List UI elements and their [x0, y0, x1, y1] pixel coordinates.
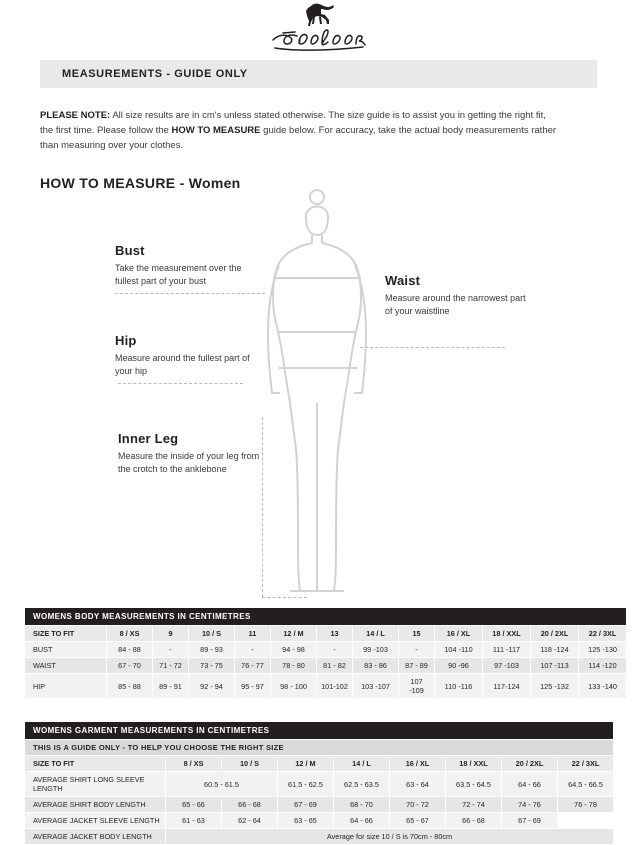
garment-row-1-v6: 74 - 76 [502, 797, 558, 813]
garment-col-6: 18 / XXL [446, 756, 502, 772]
body-row-0-v9: 111 -117 [483, 642, 531, 658]
garment-row-0-v0: 60.5 - 61.5 [166, 772, 278, 797]
body-row-2-v0: 85 - 88 [107, 674, 153, 699]
body-row-1-v5: 81 - 82 [317, 658, 353, 674]
table-spacer [0, 699, 637, 721]
garment-row-0-v6: 64.5 - 66.5 [558, 772, 614, 797]
body-row-0-v7: - [399, 642, 435, 658]
callout-bust-body: Take the measurement over the fullest part of your bust [115, 263, 242, 286]
garment-table-subband [25, 740, 614, 756]
callout-waist-heading: Waist [385, 273, 421, 288]
garment-row-2-v2: 63 - 65 [278, 813, 334, 829]
body-row-2-v1: 89 - 91 [153, 674, 189, 699]
garment-row-2-v0: 61 - 63 [166, 813, 222, 829]
body-row-2-v7: 107 -109 [399, 674, 435, 699]
hip-guide-line [118, 383, 243, 384]
garment-row-0-v4: 63.5 - 64.5 [446, 772, 502, 797]
horse-and-script-logo-icon [259, 2, 379, 54]
body-col-5: 12 / M [271, 626, 317, 642]
body-row-0-v11: 125 -130 [579, 642, 627, 658]
body-row-0-v2: 89 - 93 [189, 642, 235, 658]
garment-table-header-row [25, 756, 614, 772]
garment-col-0: SIZE TO FIT [25, 756, 166, 772]
garment-row-2-label: AVERAGE JACKET SLEEVE LENGTH [25, 813, 166, 829]
table-row [25, 813, 614, 829]
callout-waist [385, 273, 535, 318]
garment-col-2: 10 / S [222, 756, 278, 772]
measurement-diagram [0, 195, 637, 607]
callout-hip-body: Measure around the fullest part of your hip [115, 353, 250, 376]
body-row-1-v1: 71 - 72 [153, 658, 189, 674]
body-col-1: 8 / XS [107, 626, 153, 642]
body-col-3: 10 / S [189, 626, 235, 642]
garment-row-1-v5: 72 - 74 [446, 797, 502, 813]
garment-row-2-v3: 64 - 66 [334, 813, 390, 829]
garment-col-7: 20 / 2XL [502, 756, 558, 772]
body-col-7: 14 / L [353, 626, 399, 642]
body-col-2: 9 [153, 626, 189, 642]
intro-text-2: guide below. For accuracy, take the actual body measurements rather than measuring over your clothes. [40, 125, 557, 151]
body-row-1-v10: 107 -113 [531, 658, 579, 674]
body-row-1-v3: 76 - 77 [235, 658, 271, 674]
garment-col-5: 16 / XL [390, 756, 446, 772]
garment-row-0-v3: 63 - 64 [390, 772, 446, 797]
body-row-1-label: WAIST [25, 658, 107, 674]
body-row-1-v2: 73 - 75 [189, 658, 235, 674]
body-col-11: 20 / 2XL [531, 626, 579, 642]
body-row-1-v9: 97 -103 [483, 658, 531, 674]
garment-row-1-v2: 67 - 69 [278, 797, 334, 813]
body-row-0-v5: - [317, 642, 353, 658]
callout-waist-body: Measure around the narrowest part of your waistline [385, 293, 526, 316]
callout-inner-leg-body: Measure the inside of your leg from the crotch to the anklebone [118, 451, 260, 474]
intro-text-1: All size results are in cm's unless stated otherwise. The size guide is to assist you in getting the right fit, the first time. Please follow the [40, 110, 546, 136]
garment-row-3-label: AVERAGE JACKET BODY LENGTH [25, 829, 166, 845]
table-row [25, 772, 614, 797]
body-row-2-v6: 103 -107 [353, 674, 399, 699]
callout-inner-leg-heading: Inner Leg [118, 431, 179, 446]
intro-lead: PLEASE NOTE: [40, 110, 111, 121]
body-row-0-v3: - [235, 642, 271, 658]
body-row-2-v4: 98 - 100 [271, 674, 317, 699]
body-row-0-v8: 104 -110 [435, 642, 483, 658]
body-table-header-row [25, 626, 627, 642]
garment-row-1-v4: 70 - 72 [390, 797, 446, 813]
callout-hip-heading: Hip [115, 333, 137, 348]
body-row-1-v4: 78 - 80 [271, 658, 317, 674]
body-row-2-v11: 133 -140 [579, 674, 627, 699]
body-col-12: 22 / 3XL [579, 626, 627, 642]
garment-measurements-table [24, 721, 614, 845]
body-row-2-v8: 110 -116 [435, 674, 483, 699]
table-row [25, 829, 614, 845]
garment-table-footer-note: Average for size 10 / S is 70cm - 80cm [166, 829, 614, 845]
garment-row-1-v3: 68 - 70 [334, 797, 390, 813]
body-row-0-v0: 84 - 88 [107, 642, 153, 658]
garment-row-0-v5: 64 - 66 [502, 772, 558, 797]
garment-col-4: 14 / L [334, 756, 390, 772]
garment-table-band [25, 722, 614, 740]
garment-row-2-v6: 67 - 69 [502, 813, 558, 829]
body-col-9: 16 / XL [435, 626, 483, 642]
body-col-10: 18 / XXL [483, 626, 531, 642]
garment-col-3: 12 / M [278, 756, 334, 772]
how-to-measure-title: HOW TO MEASURE - Women [40, 175, 241, 191]
callout-hip [115, 333, 265, 378]
body-row-0-v10: 118 -124 [531, 642, 579, 658]
body-col-4: 11 [235, 626, 271, 642]
garment-row-2-v1: 62 - 64 [222, 813, 278, 829]
body-row-2-v3: 95 - 97 [235, 674, 271, 699]
garment-col-8: 22 / 3XL [558, 756, 614, 772]
garment-row-1-v7: 76 - 78 [558, 797, 614, 813]
body-row-0-v6: 99 -103 [353, 642, 399, 658]
body-row-1-v8: 90 -96 [435, 658, 483, 674]
garment-table-band-title: WOMENS GARMENT MEASUREMENTS IN CENTIMETRES [25, 722, 614, 740]
body-row-1-v11: 114 -120 [579, 658, 627, 674]
body-row-2-v5: 101-102 [317, 674, 353, 699]
body-table-band-title: WOMENS BODY MEASUREMENTS IN CENTIMETRES [25, 608, 627, 626]
garment-row-1-label: AVERAGE SHIRT BODY LENGTH [25, 797, 166, 813]
garment-measurements-section [24, 721, 613, 845]
body-measurements-section [24, 607, 617, 699]
table-row [25, 797, 614, 813]
garment-row-0-label: AVERAGE SHIRT LONG SLEEVE LENGTH [25, 772, 166, 797]
body-row-1-v6: 83 - 86 [353, 658, 399, 674]
table-row [25, 658, 627, 674]
body-row-0-label: BUST [25, 642, 107, 658]
body-measurements-table [24, 607, 627, 699]
garment-row-0-v1: 61.5 - 62.5 [278, 772, 334, 797]
callout-inner-leg [118, 431, 268, 476]
body-col-6: 13 [317, 626, 353, 642]
body-table-band [25, 608, 627, 626]
body-col-8: 15 [399, 626, 435, 642]
garment-col-1: 8 / XS [166, 756, 222, 772]
garment-row-2-v4: 65 - 67 [390, 813, 446, 829]
body-row-0-v4: 94 - 98 [271, 642, 317, 658]
callout-bust-heading: Bust [115, 243, 145, 258]
garment-row-1-v1: 66 - 68 [222, 797, 278, 813]
intro-emphasis: HOW TO MEASURE [171, 125, 261, 136]
brand-logo [0, 0, 637, 56]
body-row-2-v2: 92 - 94 [189, 674, 235, 699]
garment-row-2-v5: 66 - 68 [446, 813, 502, 829]
body-row-2-label: HIP [25, 674, 107, 699]
page-title-bar [40, 60, 597, 88]
body-row-1-v7: 87 - 89 [399, 658, 435, 674]
intro-note [40, 108, 560, 153]
body-row-2-v10: 125 -132 [531, 674, 579, 699]
body-col-0: SIZE TO FIT [25, 626, 107, 642]
body-row-1-v0: 67 - 70 [107, 658, 153, 674]
garment-row-1-v0: 65 - 66 [166, 797, 222, 813]
garment-row-0-v2: 62.5 - 63.5 [334, 772, 390, 797]
page-title: MEASUREMENTS - GUIDE ONLY [62, 68, 248, 80]
body-row-0-v1: - [153, 642, 189, 658]
table-row [25, 642, 627, 658]
callout-bust [115, 243, 265, 288]
body-row-2-v9: 117-124 [483, 674, 531, 699]
garment-table-sub-title: THIS IS A GUIDE ONLY - TO HELP YOU CHOOSE THE RIGHT SIZE [25, 740, 614, 756]
table-row [25, 674, 627, 699]
